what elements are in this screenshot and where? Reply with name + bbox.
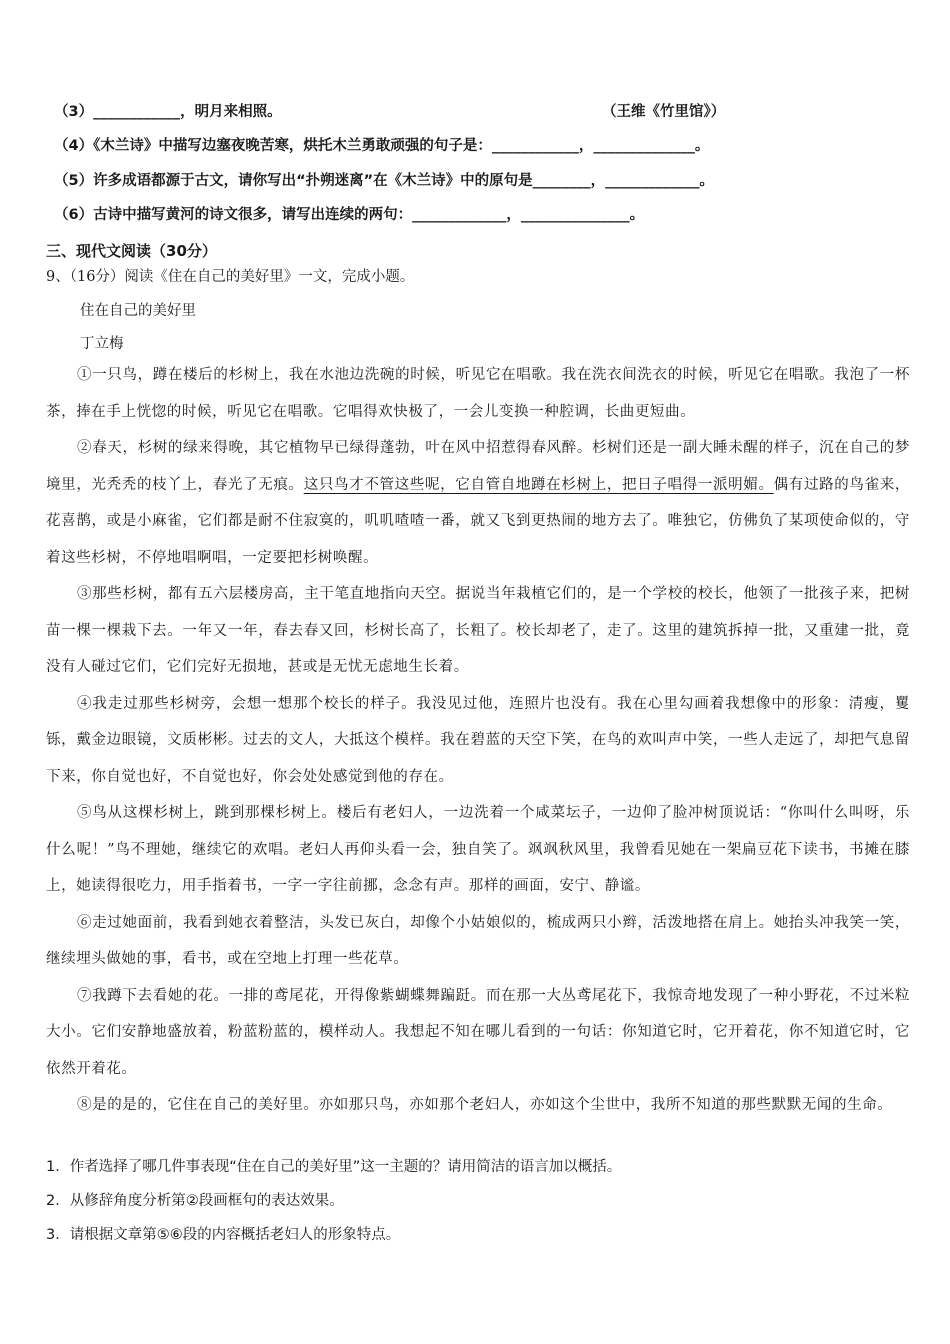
article-title: 住在自己的美好里: [80, 303, 196, 319]
paragraph-3: ③那些杉树，都有五六层楼房高，主干笔直地指向天空。据说当年栽植它们的，是一个学校的校长，他领了一批孩子来，把树苗一棵一棵栽下去。一年又一年，春去春又回，杉树长高了，长粗了。校长却老了，走了。这里的建筑拆掉一批，又重建一批，竟没有人碰过它们，它们完好无损地，甚或是无忧无虑地生长着。: [46, 586, 910, 675]
question-3-text: （3）____________，明月来相照。: [54, 104, 282, 120]
question-3-source: （王维《竹里馆》）: [602, 104, 726, 120]
sub-question-1: 1．作者选择了哪几件事表现“住在自己的美好里”这一主题的？请用简洁的语言加以概括。: [46, 1159, 622, 1175]
paragraph-1: ①一只鸟，蹲在楼后的杉树上，我在水池边洗碗的时候，听见它在唱歌。我在洗衣间洗衣的时候，听见它在唱歌。我泡了一杯茶，捧在手上恍惚的时候，听见它在唱歌。它唱得欢快极了，一会儿变换一种腔调，长曲更短曲。: [46, 367, 910, 420]
article-body: [46, 357, 910, 1124]
paragraph-6: ⑥走过她面前，我看到她衣着整洁，头发已灰白，却像个小姑娘似的，梳成两只小辫，活泼地搭在肩上。她抬头冲我笑一笑，继续埋头做她的事，看书，或在空地上打理一些花草。: [46, 914, 910, 967]
paragraph-2-start: ②春天，杉树的绿来得晚，其它植物早已绿得蓬勃，叶在风中招惹得春风醉。杉树们还是一副大睡未醒的样子，沉在自己的梦境里，光秃秃的枝丫上，春光了无痕。: [46, 440, 910, 493]
sub-questions: [46, 1150, 621, 1252]
article-author: 丁立梅: [80, 336, 124, 352]
fill-in-question-6: （6）古诗中描写黄河的诗文很多，请写出连续的两句：_____________，_______________。: [54, 207, 645, 223]
fill-in-question-3: [54, 102, 914, 122]
fill-in-question-5: （5）许多成语都源于古文，请你写出“扑朔迷离”在《木兰诗》中的原句是________，_____________。: [54, 173, 714, 189]
section-title: 三、现代文阅读（30分）: [46, 242, 217, 260]
paragraph-5: ⑤鸟从这棵杉树上，跳到那棵杉树上。楼后有老妇人，一边洗着一个咸菜坛子，一边仰了脸冲树顶说话：“你叫什么叫呀，乐什么呢！”鸟不理她，继续它的欢唱。老妇人再仰头看一会，独自笑了。飒飒秋风里，我曾看见她在一架扁豆花下读书，书摊在膝上，她读得很吃力，用手指着书，一字一字往前挪，念念有声。那样的画面，安宁、静谧。: [46, 805, 910, 894]
sub-question-2: 2．从修辞角度分析第②段画框句的表达效果。: [46, 1193, 344, 1209]
paragraph-4: ④我走过那些杉树旁，会想一想那个校长的样子。我没见过他，连照片也没有。我在心里勾画着我想像中的形象：清瘦，矍铄，戴金边眼镜，文质彬彬。过去的文人，大抵这个模样。我在碧蓝的天空下笑，在鸟的欢叫声中笑，一些人走远了，却把气息留下来，你自觉也好，不自觉也好，你会处处感觉到他的存在。: [46, 695, 910, 785]
sub-question-3: 3．请根据文章第⑤⑥段的内容概括老妇人的形象特点。: [46, 1227, 401, 1243]
paragraph-2: [46, 430, 910, 576]
paragraph-2-end: 偶有过路的鸟雀来，花喜鹊，或是小麻雀，它们都是耐不住寂寞的，叽叽喳喳一番，就又飞到更热闹的地方去了。唯独它，仿佛负了某项使命似的，守着这些杉树，不停地唱啊唱，一定要把杉树唤醒。: [46, 476, 910, 566]
paragraph-7: ⑦我蹲下去看她的花。一排的鸢尾花，开得像紫蝴蝶舞蹁跹。而在那一大丛鸢尾花下，我惊奇地发现了一种小野花，不过米粒大小。它们安静地盛放着，粉蓝粉蓝的，模样动人。我想起不知在哪儿看到的一句话：你知道它时，它开着花，你不知道它时，它依然开着花。: [46, 987, 910, 1077]
question-intro: 9、（16分）阅读《住在自己的美好里》一文，完成小题。: [46, 269, 415, 285]
marked-sentence: 这只鸟才不管这些呢，它自管自地蹲在杉树上，把日子唱得一派明媚。: [303, 476, 774, 493]
paragraph-8: ⑧是的是的，它住在自己的美好里。亦如那只鸟，亦如那个老妇人，亦如这个尘世中，我所不知道的那些默默无闻的生命。: [77, 1097, 893, 1113]
fill-in-question-4: （4）《木兰诗》中描写边塞夜晚苦寒，烘托木兰勇敢顽强的句子是：____________，______________。: [54, 138, 710, 154]
